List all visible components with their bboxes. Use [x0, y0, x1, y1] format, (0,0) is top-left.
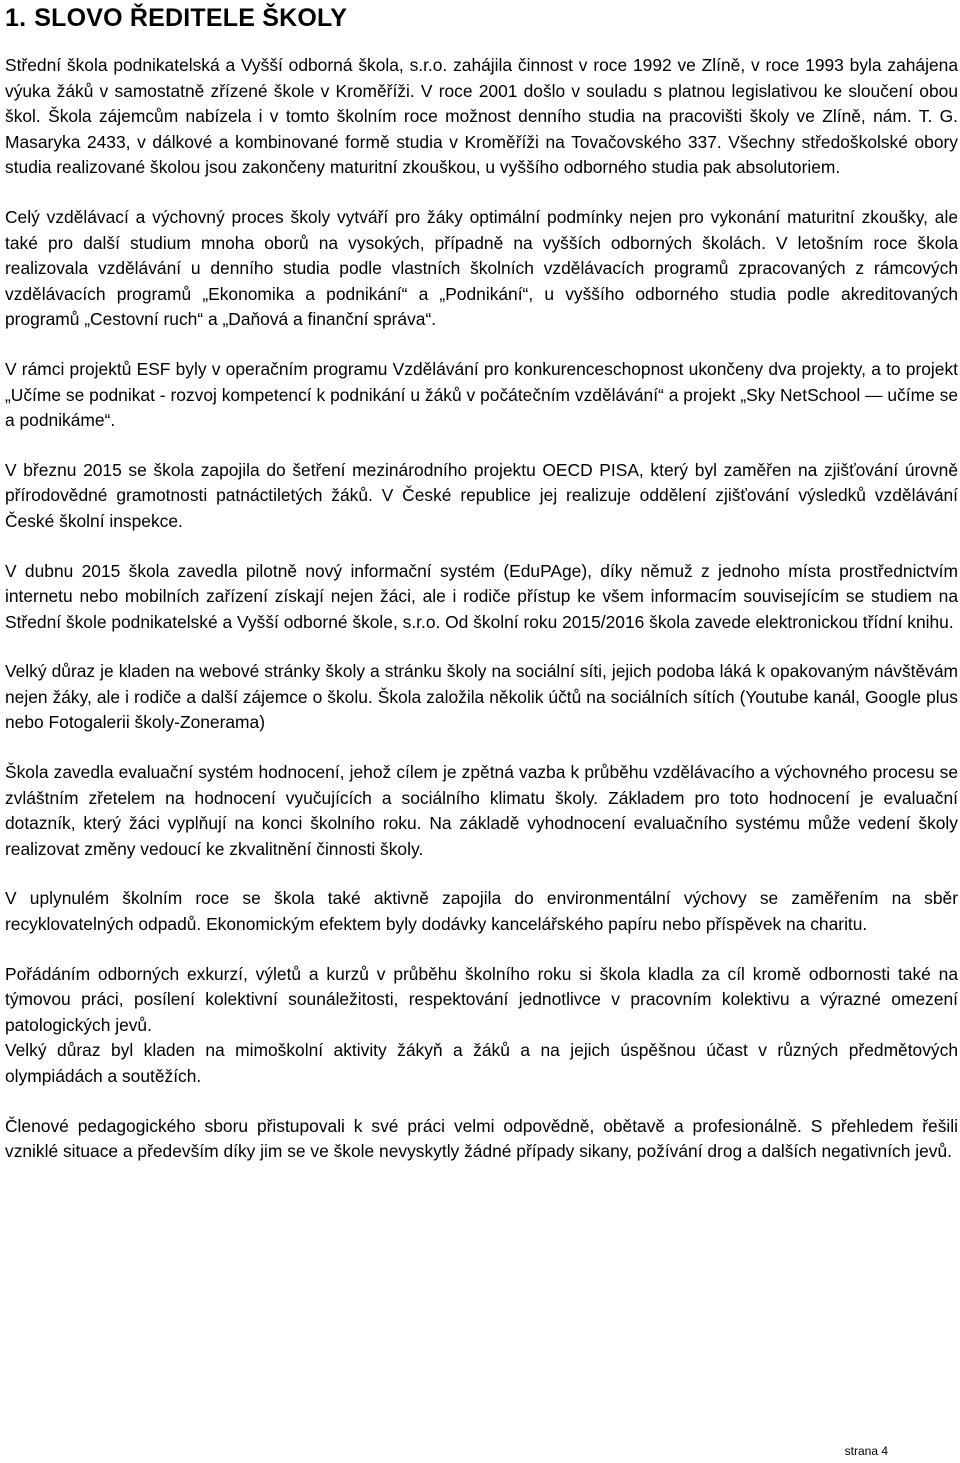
section-title: SLOVO ŘEDITELE ŠKOLY: [34, 4, 348, 32]
paragraph-excursions: Pořádáním odborných exkurzí, výletů a kurzů v průběhu školního roku si škola kladla za cíl kromě odbornosti také na týmovou práci, posílení kolektivní sounáležitosti, respektování jednotlivce v pracovním kolektivu a výrazné omezení patologických jevů.: [5, 963, 958, 1035]
paragraph-school-history: Střední škola podnikatelská a Vyšší odborná škola, s.r.o. zahájila činnost v roce 1992 ve Zlíně, v roce 1993 byla zahájena výuka žáků v samostatně zřízené škole v Kroměříži. V roce 2001 došlo v souladu s platnou legislativou ke sloučení obou škol. Škola zájemcům nabízela i v tomto školním roce možnost denního studia na pracovišti školy ve Zlíně, nám. T. G. Masaryka 2433, v dálkové a kombinované formě studia v Kroměříži na Tovačovského 337. Všechny středoškolské obory studia realizované školou jsou zakončeny maturitní zkouškou, u vyššího odborného studia pak absolutoriem.: [5, 55, 958, 178]
paragraph-teaching-staff: Členové pedagogického sboru přistupovali k své práci velmi odpovědně, obětavě a profesionálně. S přehledem řešili vzniklé situace a především díky jim se ve škole nevyskytly žádné případy sikany, požívání drog a dalších negativních jevů.: [5, 1115, 958, 1162]
document-page: [5, 0, 958, 1165]
paragraph-edupage: V dubnu 2015 škola zavedla pilotně nový informační systém (EduPAge), díky němuž z jednoho místa prostřednictvím internetu nebo mobilních zařízení získají nejen žáci, ale i rodiče přístup ke všem informacím souvisejícím se studiem na Střední škole podnikatelské a Vyšší odborné škole, s.r.o. Od školní roku 2015/2016 škola zavede elektronickou třídní knihu.: [5, 560, 958, 632]
paragraph-evaluation: Škola zavedla evaluační systém hodnocení, jehož cílem je zpětná vazba k průběhu vzdělávacího a výchovného procesu se zvláštním zřetelem na hodnocení vyučujících a sociálního klimatu školy. Základem pro toto hodnocení je evaluační dotazník, který žáci vyplňují na konci školního roku. Na základě vyhodnocení evaluačního systému může vedení školy realizovat změny vedoucí ke zkvalitnění činnosti školy.: [5, 762, 958, 859]
section-number: 1.: [5, 4, 27, 32]
paragraph-web-pages: Velký důraz je kladen na webové stránky školy a stránku školy na sociální síti, jejich podoba láká k opakovaným návštěvám nejen žáky, ale i rodiče a další zájemce o školu. Škola založila několik účtů na sociálních sítích (Youtube kanál, Google plus nebo Fotogalerii školy-Zonerama): [5, 661, 958, 733]
page-number: strana 4: [844, 1444, 888, 1458]
paragraph-extracurricular: Velký důraz byl kladen na mimoškolní aktivity žákyň a žáků a na jejich úspěšnou účast v různých předmětových olympiádách a soutěžích.: [5, 1040, 958, 1086]
section-heading: [5, 0, 958, 33]
paragraph-esf-projects: V rámci projektů ESF byly v operačním programu Vzdělávání pro konkurenceschopnost ukončeny dva projekty, a to projekt „Učíme se podnikat - rozvoj kompetencí k podnikání u žáků v počátečním vzdělávání“ a projekt „Sky NetSchool — učíme se a podnikáme“.: [5, 358, 958, 431]
paragraph-environment: V uplynulém školním roce se škola také aktivně zapojila do environmentální výchovy se zaměřením na sběr recyklovatelných odpadů. Ekonomickým efektem byly dodávky kancelářského papíru nebo příspěvek na charitu.: [5, 888, 958, 935]
paragraph-education-process: Celý vzdělávací a výchovný proces školy vytváří pro žáky optimální podmínky nejen pro vykonání maturitní zkoušky, ale také pro další studium mnoha oborů na vysokých, případně na vyšších odborných školách. V letošním roce škola realizovala vzdělávání u denního studia podle vlastních školních vzdělávacích programů zpracovaných z rámcových vzdělávacích programů „Ekonomika a podnikání“ a „Podnikání“, u vyššího odborného studia podle akreditovaných programů „Cestovní ruch“ a „Daňová a finanční správa“.: [5, 206, 958, 330]
paragraph-pisa: V březnu 2015 se škola zapojila do šetření mezinárodního projektu OECD PISA, který byl zaměřen na zjišťování úrovně přírodovědné gramotnosti patnáctiletých žáků. V České republice jej realizuje oddělení zjišťování výsledků vzdělávání České školní inspekce.: [5, 459, 958, 531]
